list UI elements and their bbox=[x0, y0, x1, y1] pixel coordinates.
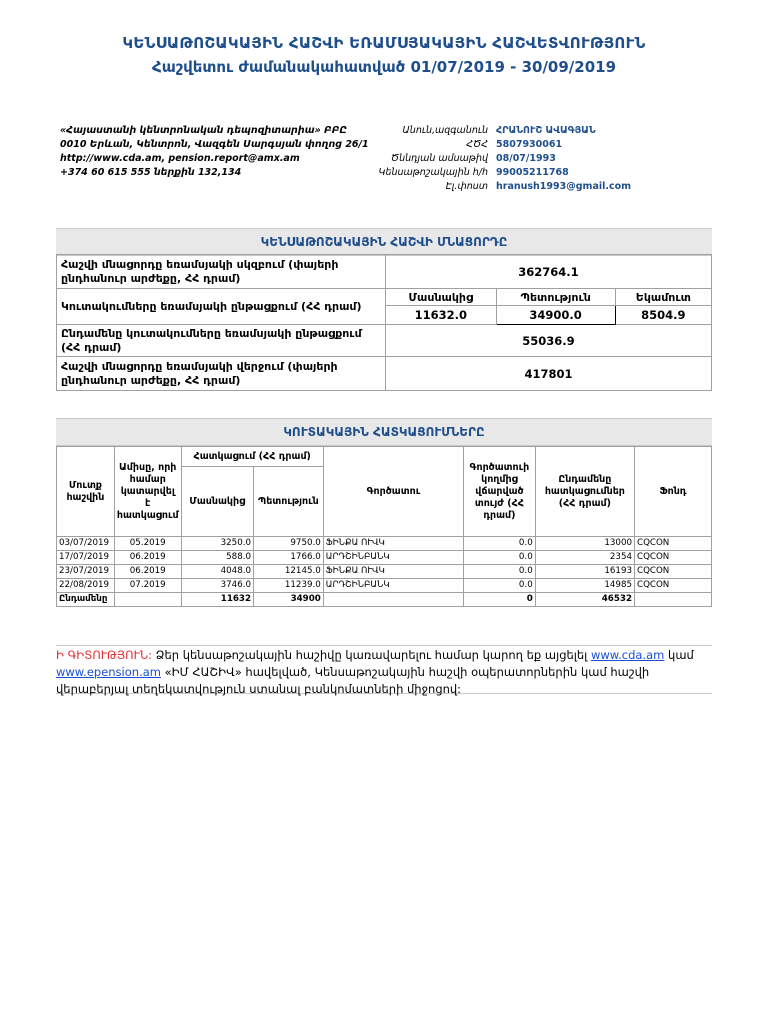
label-name: Անուն,ազգանուն bbox=[402, 125, 488, 136]
cell-fund: CQCON bbox=[635, 551, 712, 565]
table-row bbox=[57, 537, 712, 551]
balance-end-label: Հաշվի մնացորդը եռամսյակի վերջում (փայերի ընդհանուր արժեքը, ՀՀ դրամ) bbox=[57, 357, 386, 391]
cell-state: 11239.0 bbox=[254, 579, 324, 593]
cell-month: 07.2019 bbox=[114, 579, 181, 593]
note-text-3: «ԻՄ ՀԱՇԻՎ» հավելված, Կենսաթոշակային հաշվի օպերատորներին կամ հաշվի վերաբերյալ տեղեկատվություն ստանալ բանկոմատների միջոցով: bbox=[56, 665, 650, 696]
balance-table bbox=[56, 254, 712, 391]
totals-participant: 11632 bbox=[181, 593, 253, 607]
cell-employer: ՖԻՆՔԱ ՈՒՎԿ bbox=[323, 537, 463, 551]
cell-state: 12145.0 bbox=[254, 565, 324, 579]
contrib-header-income: Եկամուտ bbox=[615, 289, 711, 306]
cell-total: 14985 bbox=[535, 579, 634, 593]
report-title: ԿԵՆՍԱԹՈՇԱԿԱՅԻՆ ՀԱՇՎԻ ԵՌԱՄՍՅԱԿԱՅԻՆ ՀԱՇՎԵՏՎՈՒԹՅՈՒՆ bbox=[122, 34, 646, 52]
col-participant: Մասնակից bbox=[181, 467, 253, 537]
cell-date: 22/08/2019 bbox=[57, 579, 115, 593]
cell-state: 9750.0 bbox=[254, 537, 324, 551]
holder-email[interactable]: hranush1993@gmail.com bbox=[496, 181, 632, 192]
cell-date: 03/07/2019 bbox=[57, 537, 115, 551]
cell-fund: CQCON bbox=[635, 565, 712, 579]
balance-total-value: 55036.9 bbox=[386, 325, 712, 357]
cell-month: 06.2019 bbox=[114, 551, 181, 565]
table-row bbox=[57, 565, 712, 579]
cell-date: 17/07/2019 bbox=[57, 551, 115, 565]
col-date: Մուտք հաշվին bbox=[57, 447, 115, 537]
totals-state: 34900 bbox=[254, 593, 324, 607]
cell-fee: 0.0 bbox=[464, 537, 536, 551]
info-note bbox=[56, 645, 712, 694]
col-fund: Ֆոնդ bbox=[635, 447, 712, 537]
cell-participant: 3250.0 bbox=[181, 537, 253, 551]
label-account: Կենսաթոշակային հ/հ bbox=[378, 167, 488, 178]
contributions-table bbox=[56, 446, 712, 607]
issuer-address: 0010 Երևան, Կենտրոն, Վազգեն Սարգսյան փողոց 26/1 bbox=[60, 139, 369, 150]
holder-name: ՀՐԱՆՈՒՇ ԱՎԱԳՅԱՆ bbox=[496, 125, 596, 136]
holder-labels bbox=[330, 124, 488, 194]
issuer-phone: +374 60 615 555 ներքին 132,134 bbox=[60, 167, 242, 178]
cell-employer: ՖԻՆՔԱ ՈՒՎԿ bbox=[323, 565, 463, 579]
col-allocation: Հատկացում (ՀՀ դրամ) bbox=[181, 447, 323, 467]
cda-link[interactable]: www.cda.am bbox=[590, 648, 665, 662]
holder-dob: 08/07/1993 bbox=[496, 153, 556, 164]
cell-month: 05.2019 bbox=[114, 537, 181, 551]
label-dob: Ծննդյան ամսաթիվ bbox=[390, 153, 488, 164]
contrib-header-participant: Մասնակից bbox=[386, 289, 497, 306]
contrib-header-state: Պետություն bbox=[496, 289, 615, 306]
report-period: Հաշվետու ժամանակահատված 01/07/2019 - 30/09/2019 bbox=[151, 58, 617, 76]
contrib-value-participant: 11632.0 bbox=[386, 306, 497, 325]
table-row bbox=[57, 551, 712, 565]
balance-end-value: 417801 bbox=[386, 357, 712, 391]
issuer-info bbox=[60, 124, 369, 180]
table-row bbox=[57, 579, 712, 593]
totals-fee: 0 bbox=[464, 593, 536, 607]
cell-employer: ԱՐԴՇԻՆԲԱՆԿ bbox=[323, 579, 463, 593]
cell-fee: 0.0 bbox=[464, 565, 536, 579]
contributions-section-title: ԿՈՒՏԱԿԱՅԻՆ ՀԱՏԿԱՑՈՒՄՆԵՐԸ bbox=[56, 418, 712, 446]
contrib-value-income: 8504.9 bbox=[615, 306, 711, 325]
balance-start-label: Հաշվի մնացորդը եռամսյակի սկզբում (փայերի ընդհանուր արժեքը, ՀՀ դրամ) bbox=[57, 255, 386, 289]
cell-total: 2354 bbox=[535, 551, 634, 565]
note-text-2: կամ bbox=[664, 648, 694, 662]
cell-fund: CQCON bbox=[635, 537, 712, 551]
col-employer-fee: Գործատուի կողմից վճարված տույժ (ՀՀ դրամ) bbox=[464, 447, 536, 537]
balance-total-label: Ընդամենը կուտակումները եռամսյակի ընթացքում (ՀՀ դրամ) bbox=[57, 325, 386, 357]
col-month: Ամիսը, որի համար կատարվել է հատկացում bbox=[114, 447, 181, 537]
note-prefix: Ի ԳԻՏՈՒԹՅՈՒՆ: bbox=[56, 648, 153, 662]
balance-section-title: ԿԵՆՍԱԹՈՇԱԿԱՅԻՆ ՀԱՇՎԻ ՄՆԱՑՈՐԴԸ bbox=[56, 228, 712, 256]
holder-account: 99005211768 bbox=[496, 167, 569, 178]
issuer-web: http://www.cda.am, pension.report@amx.am bbox=[60, 153, 300, 164]
cell-total: 13000 bbox=[535, 537, 634, 551]
cell-participant: 3746.0 bbox=[181, 579, 253, 593]
totals-total: 46532 bbox=[535, 593, 634, 607]
cell-participant: 4048.0 bbox=[181, 565, 253, 579]
label-email: Էլ.փոստ bbox=[445, 181, 488, 192]
cell-participant: 588.0 bbox=[181, 551, 253, 565]
totals-label: Ընդամենը bbox=[57, 593, 115, 607]
holder-ssn: 5807930061 bbox=[496, 139, 563, 150]
label-ssn: ՀԾՀ bbox=[466, 139, 488, 150]
col-total: Ընդամենը հատկացումներ (ՀՀ դրամ) bbox=[535, 447, 634, 537]
cell-fee: 0.0 bbox=[464, 579, 536, 593]
cell-total: 16193 bbox=[535, 565, 634, 579]
epension-link[interactable]: www.epension.am bbox=[56, 665, 161, 679]
balance-start-value: 362764.1 bbox=[386, 255, 712, 289]
holder-values bbox=[496, 124, 631, 194]
note-text-1: Ձեր կենսաթոշակային հաշիվը կառավարելու համար կարող եք այցելել bbox=[152, 648, 591, 662]
issuer-name: «Հայաստանի կենտրոնական դեպոզիտարիա» ԲԲԸ bbox=[60, 125, 347, 136]
contrib-value-state: 34900.0 bbox=[496, 306, 615, 325]
cell-date: 23/07/2019 bbox=[57, 565, 115, 579]
cell-fee: 0.0 bbox=[464, 551, 536, 565]
cell-state: 1766.0 bbox=[254, 551, 324, 565]
col-employer: Գործատու bbox=[323, 447, 463, 537]
balance-contrib-label: Կուտակումները եռամսյակի ընթացքում (ՀՀ դրամ) bbox=[57, 289, 386, 325]
cell-fund: CQCON bbox=[635, 579, 712, 593]
cell-month: 06.2019 bbox=[114, 565, 181, 579]
col-state: Պետություն bbox=[254, 467, 324, 537]
cell-employer: ԱՐԴՇԻՆԲԱՆԿ bbox=[323, 551, 463, 565]
